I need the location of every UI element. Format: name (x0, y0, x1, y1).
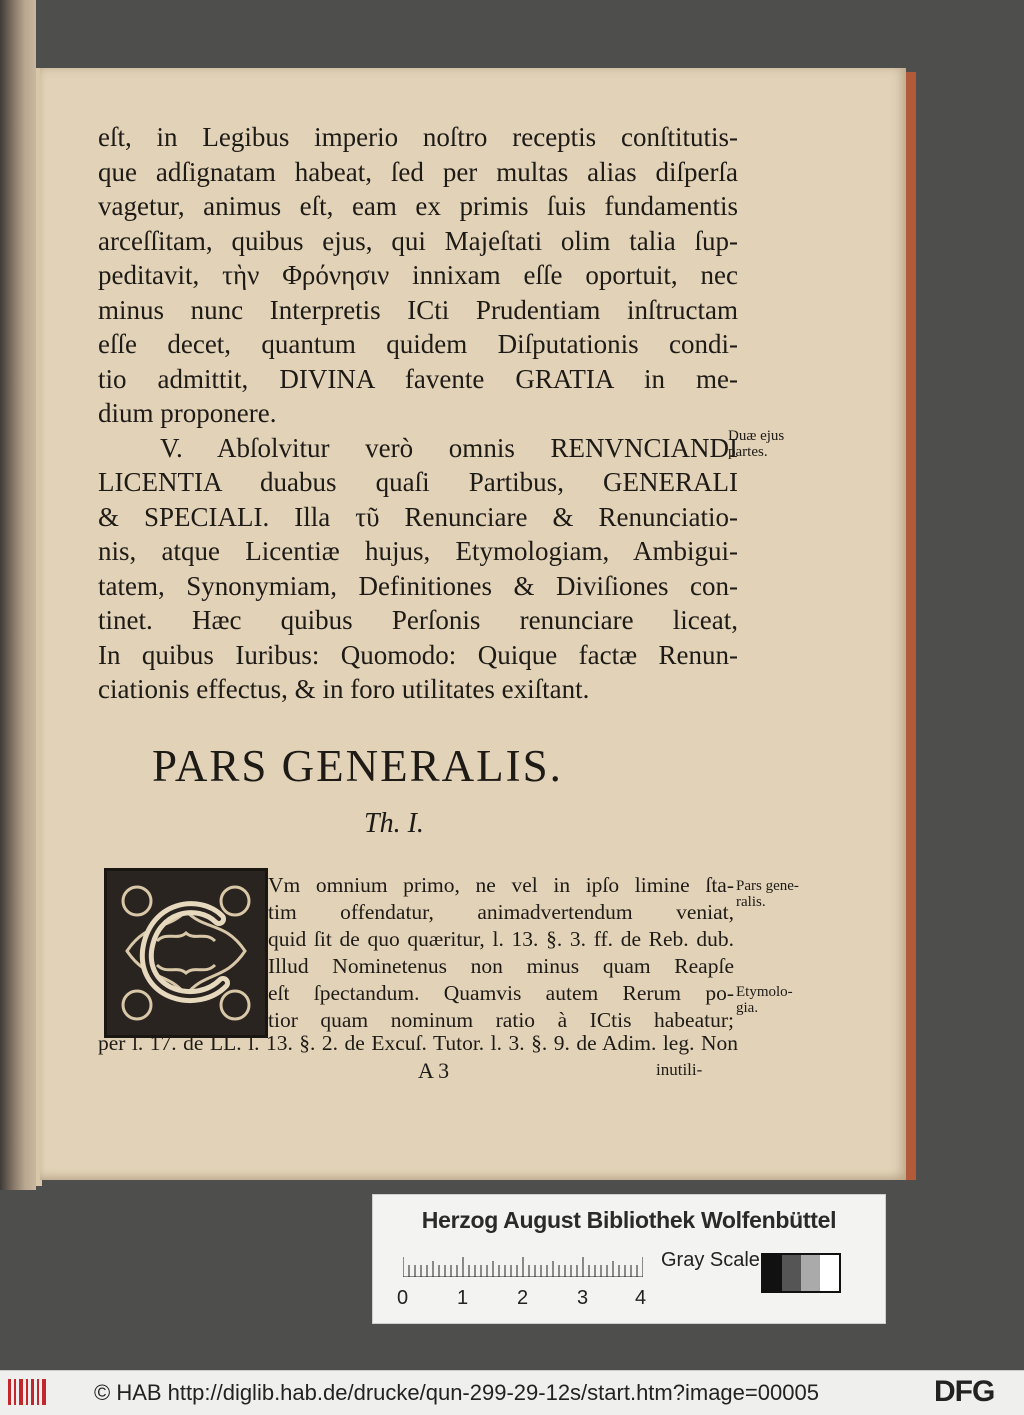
barcode-icon (8, 1377, 48, 1407)
text-line: eſt ſpectandum. Quamvis autem Rerum po- (268, 981, 734, 1005)
color-reference-card (372, 1194, 886, 1324)
scale-number: 4 (635, 1287, 647, 1309)
margin-note-line: gia. (736, 1000, 759, 1016)
text-line: peditavit, τὴν Φρόνησιν innixam eſſe oportuit, nec (98, 260, 738, 290)
margin-note-pars-generalis (736, 878, 799, 910)
text-line: minus nunc Interpretis ICti Prudentiam inſtructam (98, 294, 738, 325)
ruler-scale (403, 1257, 643, 1277)
scale-number: 2 (517, 1287, 529, 1309)
text-line: que adſignatam habeat, ſed per multas alias diſperſa (98, 156, 738, 187)
text-line: LICENTIA duabus quaſi Partibus, GENERALI (98, 467, 738, 497)
scale-number: 0 (397, 1287, 409, 1309)
body-text (98, 120, 738, 707)
thesis-label: Th. I. (364, 808, 424, 839)
page-edge-binding (906, 72, 916, 1180)
margin-note-line: Pars gene- (736, 878, 799, 894)
library-name: Herzog August Bibliothek Wolfenbüttel (421, 1207, 837, 1233)
text-line: tatem, Synonymiam, Definitiones & Diviſiones con- (98, 570, 738, 601)
text-line: arceſſitam, quibus ejus, qui Majeſtati olim talia ſup- (98, 225, 738, 256)
scale-number: 3 (577, 1287, 589, 1309)
text-line: nis, atque Licentiæ hujus, Etymologiam, Ambigui- (98, 536, 738, 566)
thesis-text (268, 872, 734, 1034)
viewer-footer (0, 1370, 1024, 1415)
text-line: vagetur, animus eſt, eam ex primis ſuis fundamentis (98, 191, 738, 221)
text-line: V. Abſolvitur verò omnis RENVNCIANDI (160, 432, 738, 463)
margin-note-etymologia (736, 984, 793, 1016)
margin-note-partes (728, 428, 784, 460)
gray-scale-swatch (761, 1253, 841, 1293)
book-spine (0, 0, 36, 1190)
thesis-text-continued (98, 1030, 738, 1057)
scale-number: 1 (457, 1287, 469, 1309)
margin-note-line: ralis. (736, 894, 766, 910)
margin-note-line: Etymolo- (736, 984, 793, 1000)
text-line: tio admittit, DIVINA favente GRATIA in me- (98, 363, 738, 394)
decorated-initial-icon (104, 868, 268, 1038)
text-line: Vm omnium primo, ne vel in ipſo limine ſta- (268, 873, 734, 897)
copyright-link[interactable]: © HAB http://diglib.hab.de/drucke/qun-299-29-12s/start.htm?image=00005 (94, 1380, 819, 1405)
dfg-logo: DFG (934, 1375, 995, 1408)
catchword: inutili- (656, 1060, 703, 1079)
text-line: tinet. Hæc quibus Perſonis renunciare liceat, (98, 605, 738, 635)
text-line: ciationis effectus, & in foro utilitates exiſtant. (98, 674, 590, 704)
margin-note-line: partes. (728, 444, 768, 460)
text-line: per l. 17. de LL. l. 13. §. 2. de Excuſ. Tutor. l. 3. §. 9. de Adim. leg. Non (98, 1031, 738, 1055)
gray-scale-label: Gray Scale (661, 1249, 760, 1271)
text-line: dium proponere. (98, 398, 277, 428)
text-line: quid ſit de quo quæritur, l. 13. §. 3. ff. de Reb. dub. (268, 927, 734, 951)
text-line: & SPECIALI. Illa τῦ Renunciare & Renunciatio- (98, 501, 738, 532)
text-line: eſſe decet, quantum quidem Diſputationis condi- (98, 329, 738, 359)
margin-note-line: Duæ ejus (728, 428, 785, 444)
text-line: tim offendatur, animadvertendum veniat, (268, 900, 734, 924)
text-line: eſt, in Legibus imperio noſtro receptis conſtitutis- (98, 122, 738, 152)
text-line: Illud Nominetenus non minus quam Reapſe (268, 954, 734, 978)
signature-mark: A 3 (418, 1058, 450, 1083)
text-line: In quibus Iuribus: Quomodo: Quique factæ Renun- (98, 639, 738, 670)
text-line: tior quam nominum ratio à ICtis habeatur; (268, 1008, 734, 1032)
section-heading: PARS GENERALIS. (152, 741, 563, 791)
